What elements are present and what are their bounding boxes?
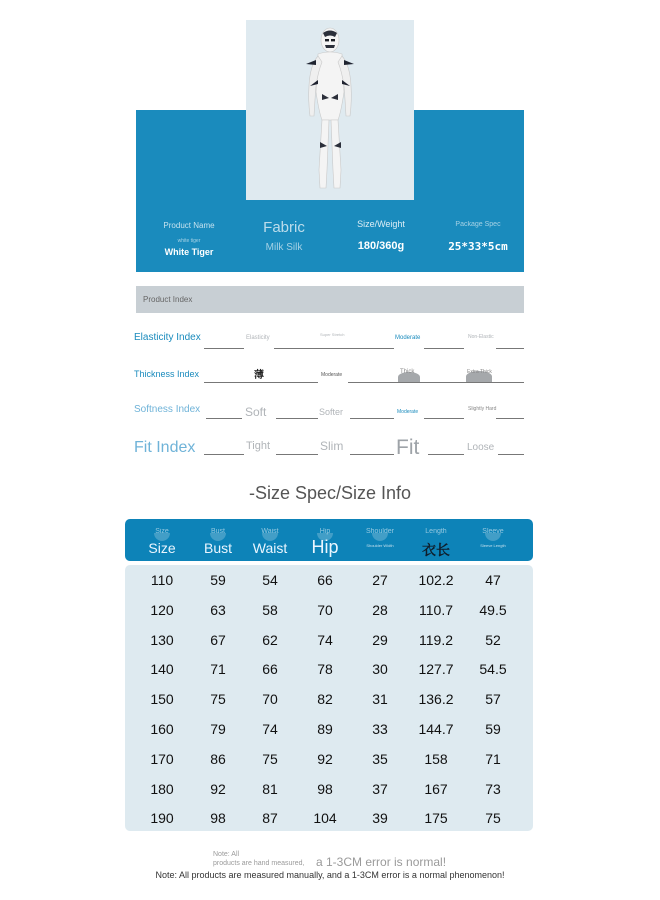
table-cell: 29 [372,631,388,648]
index-option-selected: Moderate [395,335,421,341]
index-option: Moderate [321,372,343,378]
table-cell: 160 [150,721,174,737]
table-row [125,744,533,774]
size-table-header [125,519,533,561]
index-line [496,348,524,349]
table-cell: 127.7 [418,661,454,678]
table-cell: 62 [262,631,278,648]
table-cell: 120 [150,601,174,618]
table-cell: 75 [485,810,501,827]
table-cell: 110.7 [419,601,453,618]
header-waist [250,519,290,561]
table-cell: 59 [210,572,226,588]
index-line [424,418,464,419]
table-cell: 67 [210,631,226,648]
note-small-line1: Note: All [213,851,240,858]
table-cell: 63 [210,601,226,618]
index-option: Slim [320,439,344,453]
index-line [204,348,244,349]
index-option: Loose [467,442,495,453]
table-cell: 75 [262,750,278,767]
table-cell: 57 [485,691,501,708]
header-bust [199,519,237,561]
table-cell: 82 [317,691,333,708]
table-cell: 119.2 [419,631,453,648]
index-option-selected: 薄 [254,370,264,381]
header-shoulder [355,519,405,561]
index-line [276,454,318,455]
table-row [125,654,533,684]
table-row [125,565,533,595]
table-cell: 167 [424,780,448,797]
table-cell: 140 [150,661,174,678]
table-cell: 180 [150,780,174,797]
header-hip-small: Hip [319,528,331,535]
header-shoulder-label: Shoulder Width [366,543,394,548]
table-cell: 71 [485,750,501,767]
fit-index-title: Fit Index [134,439,196,456]
size-weight-value: 180/360g [357,240,405,252]
table-row [125,625,533,655]
thickness-index-title: Thickness Index [134,369,200,379]
index-line [274,348,394,349]
table-cell: 74 [317,631,333,648]
package-block [440,221,516,253]
table-cell: 49.5 [479,601,507,618]
table-row [125,684,533,714]
index-option: Extra Thick [467,369,492,375]
table-cell: 86 [210,750,226,767]
index-line [204,454,244,455]
header-sleeve-label: Sleeve Length [480,543,506,548]
index-line [348,382,524,383]
fabric-block [248,219,320,253]
size-table-body [125,565,533,831]
index-line [276,418,318,419]
size-weight-block [344,219,418,252]
header-bust-label: Bust [203,540,232,556]
header-sleeve-small: Sleeve [482,528,504,535]
table-cell: 150 [150,691,174,708]
note-small-line2: products are hand measured, [213,860,305,867]
table-cell: 59 [485,721,501,737]
table-cell: 170 [150,750,174,767]
table-cell: 175 [424,810,448,827]
table-cell: 31 [372,691,388,708]
index-line [496,418,524,419]
table-cell: 78 [317,661,333,678]
table-cell: 37 [372,780,388,797]
thickness-index-row [134,366,528,394]
index-line [498,454,524,455]
header-hip-label: Hip [311,537,339,557]
table-cell: 73 [485,780,501,797]
table-row [125,595,533,625]
header-length-label: 衣长 [422,542,450,558]
index-option: Thick [400,369,415,375]
table-row [125,774,533,804]
header-waist-small: Waist [261,528,279,535]
index-option: Slightly Hard [468,406,497,412]
index-option: Soft [245,405,267,419]
product-index-title: Product Index [143,295,193,304]
table-cell: 98 [317,780,333,797]
header-ornament-icon [485,533,501,541]
product-name-sub: white tiger [177,238,201,244]
index-line [428,454,464,455]
softness-index-title: Softness Index [134,404,201,415]
table-cell: 71 [210,661,226,678]
table-cell: 190 [150,810,174,827]
index-line [204,382,318,383]
table-cell: 54.5 [479,661,507,678]
product-index-header [136,286,524,313]
table-cell: 70 [262,691,278,708]
softness-index-row [134,402,528,430]
table-cell: 75 [210,691,226,708]
index-option-selected: Moderate [397,409,419,415]
table-cell: 70 [317,601,333,618]
size-spec-title: -Size Spec/Size Info [248,483,412,503]
table-cell: 110 [150,572,174,588]
elasticity-index-row [134,328,528,356]
size-weight-label: Size/Weight [357,219,405,229]
table-cell: 104 [313,810,337,827]
table-cell: 92 [317,750,333,767]
product-photo [246,20,414,200]
table-cell: 81 [262,780,278,797]
header-length-small: Length [425,528,447,535]
fabric-label: Fabric [263,219,305,236]
table-cell: 30 [372,661,388,678]
header-shoulder-small: Shoulder [365,528,395,535]
fabric-value: Milk Silk [265,242,303,253]
header-bust-small: Bust [210,528,225,535]
index-line [206,418,242,419]
index-line [350,454,394,455]
table-cell: 33 [372,721,388,737]
index-option: Non-Elastic [468,334,494,340]
index-line [424,348,464,349]
table-cell: 144.7 [418,721,454,737]
note-error-range: a 1-3CM error is normal! [316,855,447,869]
elasticity-index-title: Elasticity Index [134,332,201,343]
table-row [125,714,533,744]
header-ornament-icon [372,533,388,541]
header-size-small: Size [155,528,169,535]
table-cell: 66 [317,572,333,588]
table-cell: 89 [317,721,333,737]
table-cell: 47 [485,572,501,588]
table-cell: 158 [424,750,448,767]
white-tiger-costume-image [246,20,414,200]
table-cell: 92 [210,780,226,797]
table-cell: 54 [262,572,278,588]
table-cell: 66 [262,661,278,678]
index-option: Elasticity [246,335,270,341]
header-sleeve [469,519,517,561]
table-cell: 39 [372,810,388,827]
header-hip [301,519,349,561]
header-size-label: Size [148,540,176,556]
note-small [213,850,304,868]
table-row [125,803,533,833]
header-length [411,519,461,561]
table-cell: 130 [150,631,174,648]
package-label: Package Spec [455,221,501,228]
table-cell: 52 [485,631,501,648]
table-cell: 74 [262,721,278,737]
table-cell: 136.2 [418,691,454,708]
package-value: 25*33*5cm [448,240,508,253]
index-option: Softer [319,407,344,417]
index-option: Tight [246,440,271,452]
product-name-value: White Tiger [164,247,214,257]
header-waist-label: Waist [252,540,288,556]
index-option: Super Stretch [320,332,345,337]
table-cell: 58 [262,601,278,618]
table-cell: 27 [372,572,388,588]
table-cell: 28 [372,601,388,618]
header-size [125,519,199,561]
product-name-block [150,221,228,257]
fit-index-row [134,436,528,464]
note-full: Note: All products are measured manually, and a 1-3CM error is a normal phenomenon! [155,870,505,880]
table-cell: 87 [262,810,278,827]
table-cell: 79 [210,721,226,737]
table-cell: 35 [372,750,388,767]
table-cell: 102.2 [418,572,454,588]
product-name-label: Product Name [163,221,215,230]
index-option-selected: Fit [396,436,420,459]
index-line [350,418,394,419]
table-cell: 98 [210,810,226,827]
